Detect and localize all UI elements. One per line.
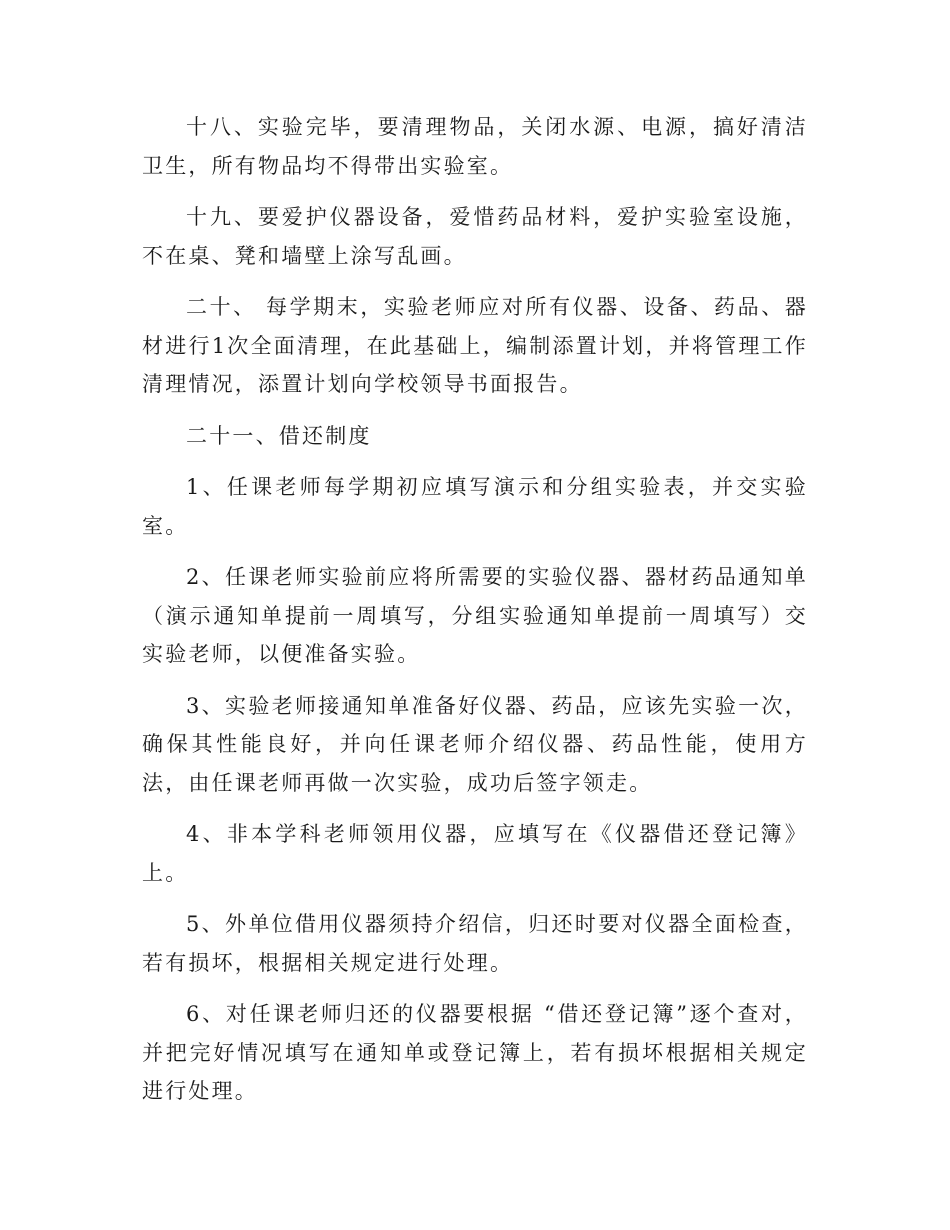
list-item: 6、对任课老师归还的仪器要根据 “借还登记簿”逐个查对，并把完好情况填写在通知单或登记簿上，若有损坏根据相关规定进行处理。 xyxy=(142,1002,808,1103)
paragraph-19: 十九、要爱护仪器设备，爱惜药品材料，爱护实验室设施，不在桌、凳和墙壁上涂写乱画。 xyxy=(142,205,808,268)
section-heading-borrow-return: 二十一、借还制度 xyxy=(186,423,372,448)
list-item: 4、非本学科老师领用仪器，应填写在《仪器借还登记簿》上。 xyxy=(142,822,808,885)
list-item: 3、实验老师接通知单准备好仪器、药品，应该先实验一次，确保其性能良好，并向任课老师介绍仪器、药品性能，使用方法，由任课老师再做一次实验，成功后签字领走。 xyxy=(142,693,808,795)
list-item: 2、任课老师实验前应将所需要的实验仪器、器材药品通知单（演示通知单提前一周填写，分组实验通知单提前一周填写）交实验老师，以便准备实验。 xyxy=(142,565,808,666)
paragraph-20: 二十、 每学期末，实验老师应对所有仪器、设备、药品、器材进行1次全面清理，在此基础上，编制添置计划，并将管理工作清理情况，添置计划向学校领导书面报告。 xyxy=(142,295,808,396)
document-body xyxy=(142,108,808,1111)
list-item: 1、任课老师每学期初应填写演示和分组实验表，并交实验室。 xyxy=(142,475,808,538)
list-item: 5、外单位借用仪器须持介绍信，归还时要对仪器全面检查，若有损坏，根据相关规定进行处理。 xyxy=(142,912,808,975)
paragraph-18: 十八、实验完毕，要清理物品，关闭水源、电源，搞好清洁卫生，所有物品均不得带出实验室。 xyxy=(142,115,808,178)
